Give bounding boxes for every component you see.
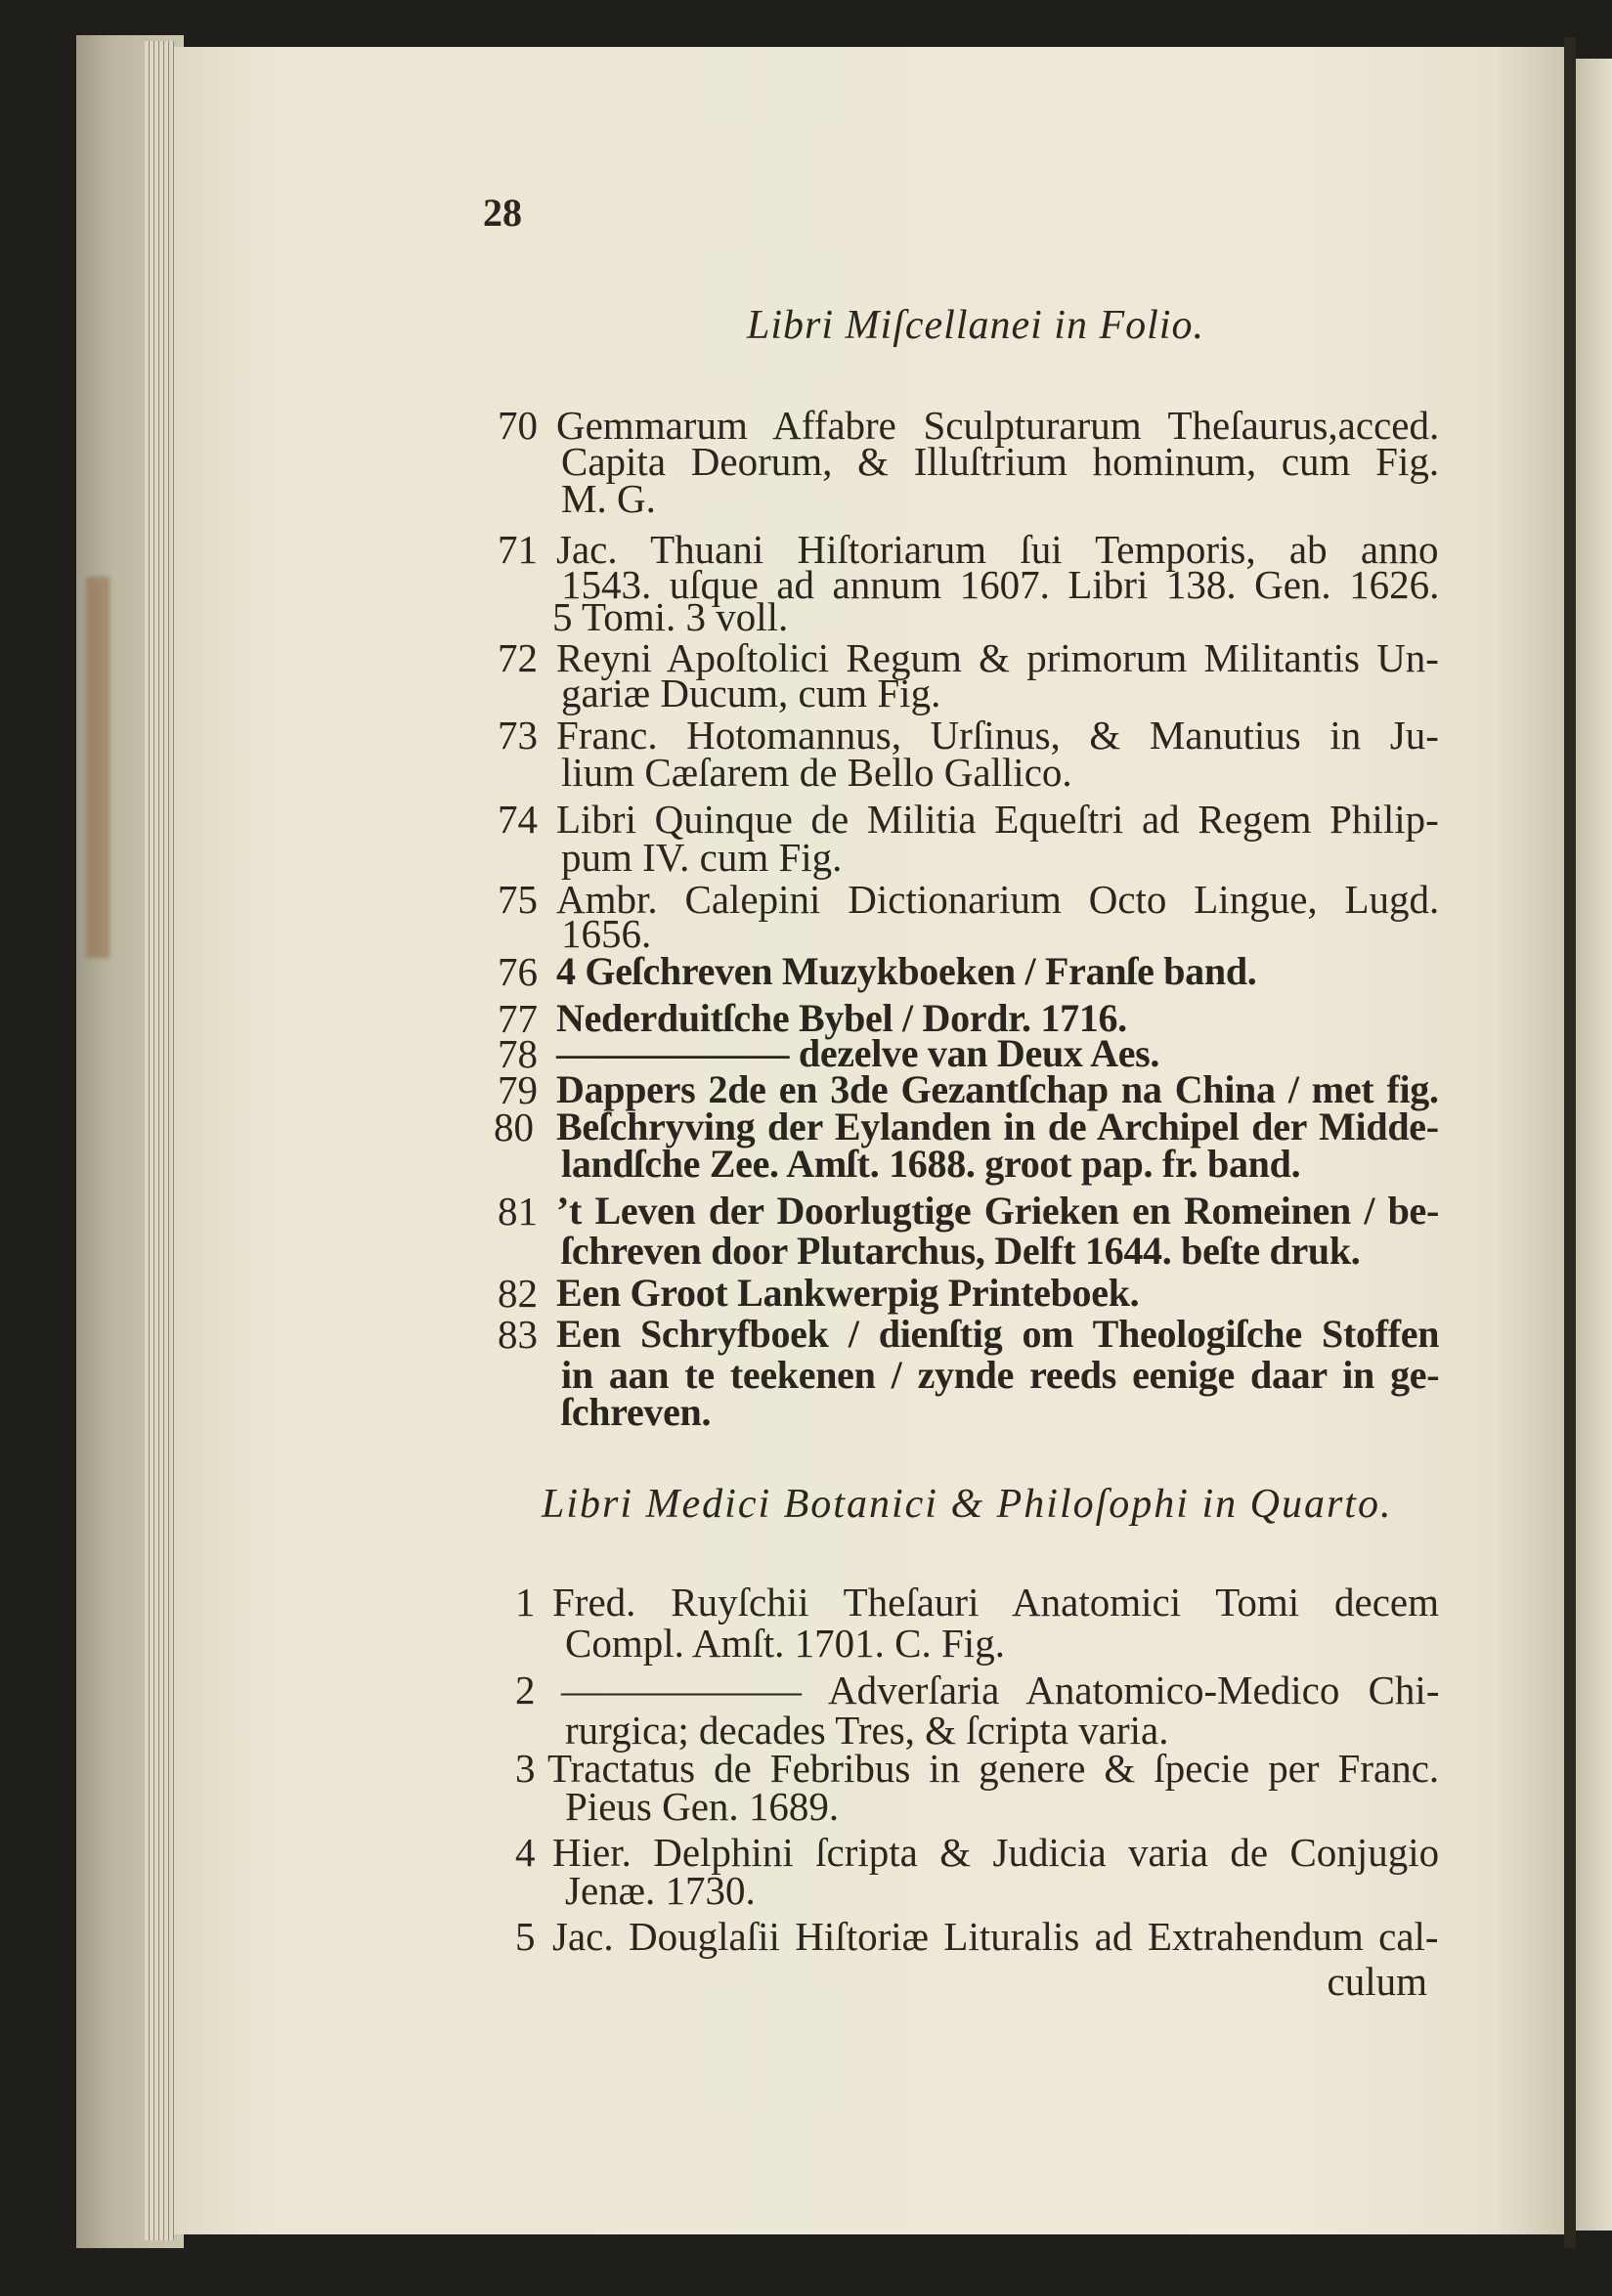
entry-line: Nederduitſche Bybel / Dordr. 1716.	[556, 996, 1127, 1040]
entry-number: 5	[515, 1914, 536, 1959]
entry-number: 2	[515, 1668, 536, 1712]
entry-number: 3	[515, 1746, 536, 1791]
entry-line: Pieus Gen. 1689.	[565, 1784, 840, 1829]
entry-line: Ambr. Calepini Dictionarium Octo Lingue, Lugd.	[556, 877, 1440, 922]
entry-line: Fred. Ruyſchii Theſauri Anatomici Tomi decem	[552, 1580, 1440, 1625]
entry-number: 83	[498, 1312, 538, 1357]
entry-line: Franc. Hotomannus, Urſinus, & Manutius in Ju-	[556, 713, 1439, 758]
entry-line: Tractatus de Febribus in genere & ſpecie per Franc.	[547, 1746, 1440, 1791]
entry-line: Een Groot Lankwerpig Printeboek.	[556, 1271, 1140, 1315]
entry-line: —————— dezelve van Deux Aes.	[556, 1031, 1160, 1075]
entry-number: 71	[498, 527, 538, 572]
entry-line: 1656.	[561, 911, 652, 956]
entry-number: 80	[494, 1105, 534, 1149]
section-heading: Libri Miſcellanei in Folio.	[747, 303, 1204, 348]
entry-line: ſchreven door Plutarchus, Delft 1644. beſte druk.	[561, 1229, 1361, 1273]
entry-line: landſche Zee. Amſt. 1688. groot pap. fr. band.	[561, 1142, 1301, 1186]
entry-line: in aan te teekenen / zynde reeds eenige daar in ge-	[561, 1353, 1440, 1397]
entry-line: Gemmarum Affabre Sculpturarum Theſaurus,acced.	[556, 403, 1440, 448]
entry-line: 5 Tomi. 3 voll.	[552, 594, 789, 639]
entry-number: 79	[498, 1067, 538, 1112]
entry-line: culum	[1327, 1959, 1427, 2004]
page-number: 28	[483, 191, 522, 235]
entry-line: Reyni Apoſtolici Regum & primorum Militantis Un-	[556, 635, 1439, 680]
entry-number: 4	[515, 1830, 536, 1875]
entry-line: M. G.	[561, 476, 656, 521]
entry-line: Capita Deorum, & Illuſtrium hominum, cum Fig.	[561, 439, 1440, 484]
entry-line: Beſchryving der Eylanden in de Archipel der Midde-	[556, 1105, 1439, 1148]
entry-line: Hier. Delphini ſcripta & Judicia varia de Conjugio	[552, 1830, 1440, 1875]
entry-number: 78	[498, 1031, 538, 1076]
entry-line: lium Cæſarem de Bello Gallico.	[561, 750, 1072, 795]
entry-line: 4 Geſchreven Muzykboeken / Franſe band.	[556, 949, 1257, 993]
entry-line: —————— Adverſaria Anatomico-Medico Chi-	[561, 1668, 1440, 1712]
entry-number: 74	[498, 797, 538, 842]
entry-line: Jac. Douglaſii Hiſtoriæ Lituralis ad Extrahendum cal-	[552, 1914, 1439, 1959]
entry-line: Jenæ. 1730.	[565, 1868, 756, 1913]
entry-line: gariæ Ducum, cum Fig.	[561, 671, 941, 715]
entry-line: rurgica; decades Tres, & ſcripta varia.	[565, 1708, 1169, 1753]
entry-number: 77	[498, 996, 538, 1041]
entry-number: 81	[498, 1189, 538, 1234]
entry-number: 1	[515, 1580, 536, 1625]
entry-line: Jac. Thuani Hiſtoriarum ſui Temporis, ab anno	[556, 527, 1439, 572]
entry-number: 72	[498, 635, 538, 680]
entry-number: 70	[498, 403, 538, 448]
entry-number: 76	[498, 949, 538, 994]
entry-line: ſchreven.	[561, 1390, 712, 1434]
entry-number: 82	[498, 1271, 538, 1316]
entry-line: Een Schryfboek / dienſtig om Theologiſche Stoffen	[556, 1312, 1440, 1356]
entry-line: 1543. uſque ad annum 1607. Libri 138. Gen. 1626.	[561, 562, 1440, 607]
section-heading: Libri Medici Botanici & Philoſophi in Quarto.	[542, 1482, 1393, 1527]
entry-line: Dappers 2de en 3de Gezantſchap na China / met fig.	[556, 1067, 1439, 1111]
entry-line: pum IV. cum Fig.	[561, 835, 843, 880]
entry-number: 73	[498, 713, 538, 758]
entry-line: Compl. Amſt. 1701. C. Fig.	[565, 1621, 1005, 1666]
entry-number: 75	[498, 877, 538, 922]
entry-line: Libri Quinque de Militia Equeſtri ad Regem Philip-	[556, 797, 1439, 842]
entry-line: ’t Leven der Doorlugtige Grieken en Romeinen / be-	[556, 1189, 1440, 1233]
